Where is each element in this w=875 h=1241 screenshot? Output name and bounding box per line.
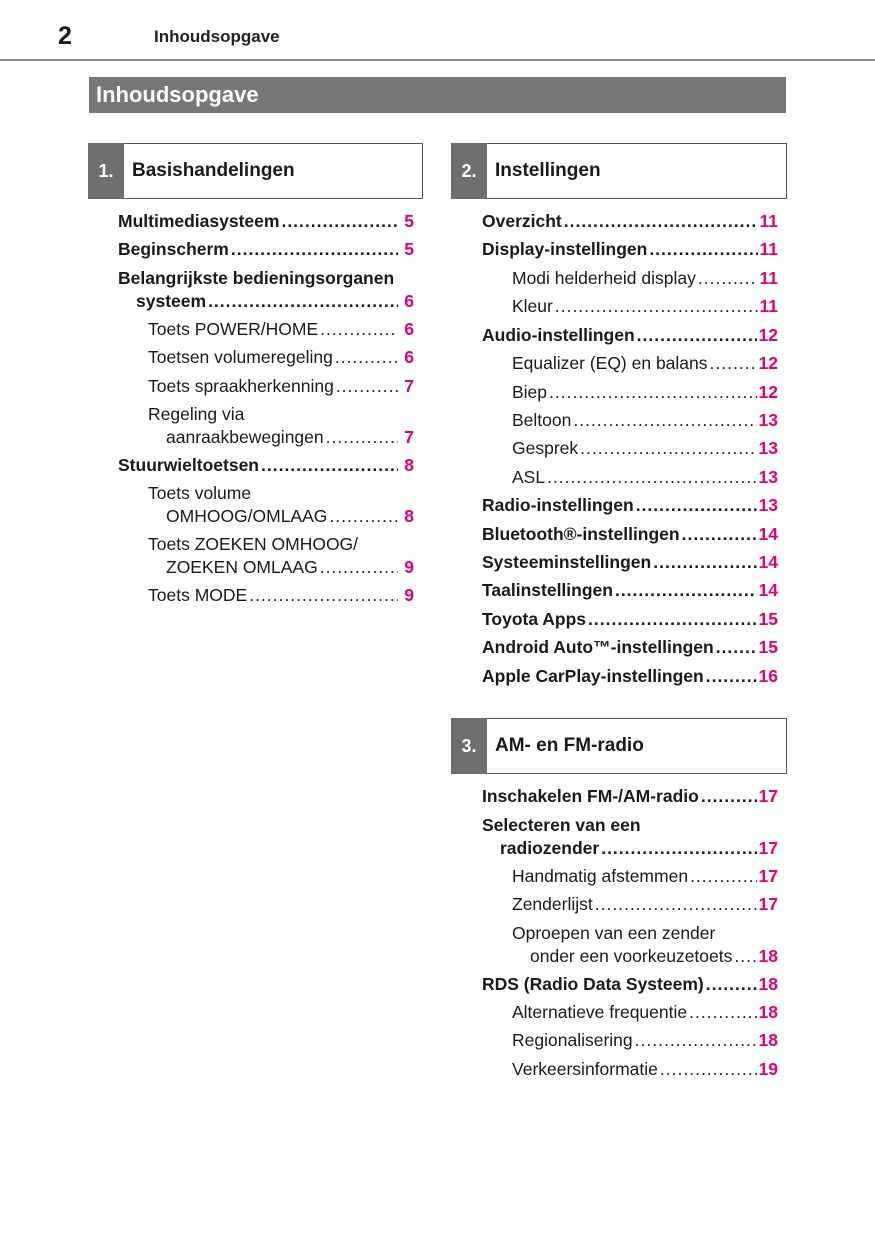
toc-entry-text: Zenderlijst — [512, 894, 593, 914]
toc-page-number[interactable]: 11 — [759, 239, 778, 259]
toc-entry-text: Apple CarPlay-instellingen — [482, 666, 704, 686]
toc-entry[interactable] — [482, 786, 778, 808]
toc-entry-text: Systeeminstellingen — [482, 552, 652, 572]
toc-page-number[interactable]: 15 — [758, 609, 778, 629]
toc-entry[interactable] — [512, 382, 778, 404]
toc-entry[interactable] — [148, 376, 414, 398]
toc-entry-text: ASL — [512, 467, 546, 487]
section-number: 3. — [451, 718, 487, 774]
dot-leader — [690, 866, 756, 887]
toc-page-number[interactable]: 17 — [758, 894, 778, 914]
toc-page-number[interactable]: 17 — [758, 866, 778, 886]
toc-page-number[interactable]: 12 — [758, 382, 778, 402]
toc-entry[interactable] — [482, 524, 778, 546]
toc-page-number[interactable]: 5 — [404, 239, 414, 259]
toc-entry[interactable] — [512, 467, 778, 489]
toc-entry[interactable] — [482, 609, 778, 631]
dot-leader — [547, 467, 756, 488]
toc-entry-text: Android Auto™-instellingen — [482, 637, 714, 657]
toc-page-number[interactable]: 7 — [404, 376, 414, 396]
page-title: Inhoudsopgave — [89, 77, 786, 113]
dot-leader — [335, 347, 398, 368]
toc-page-number[interactable]: 11 — [759, 211, 778, 231]
toc-entry-text: Overzicht — [482, 211, 562, 231]
toc-entry-text: Regionalisering — [512, 1030, 633, 1050]
toc-entry-text: Multimediasysteem — [118, 211, 280, 231]
toc-entry-text: Inschakelen FM-/AM-radio — [482, 786, 699, 806]
dot-leader — [573, 410, 756, 431]
dot-leader — [635, 1030, 757, 1051]
toc-page-number[interactable]: 12 — [758, 325, 778, 345]
toc-entry[interactable] — [482, 495, 778, 517]
dot-leader — [549, 382, 757, 403]
toc-page-number[interactable]: 15 — [758, 637, 778, 657]
toc-entry[interactable] — [482, 325, 778, 347]
toc-entry-text: Biep — [512, 382, 548, 402]
toc-entry[interactable] — [482, 666, 778, 688]
toc-entry-text: RDS (Radio Data Systeem) — [482, 974, 704, 994]
section-title: AM- en FM-radio — [495, 735, 644, 756]
toc-entry[interactable] — [118, 268, 414, 313]
dot-leader — [689, 1002, 756, 1023]
toc-entry-text: Toets spraakherkenning — [148, 376, 334, 396]
toc-entry-text: Handmatig afstemmen — [512, 866, 689, 886]
toc-entry-text: Modi helderheid display — [512, 268, 696, 288]
header-divider — [0, 59, 875, 61]
toc-page-number[interactable]: 17 — [758, 838, 778, 858]
toc-page-number[interactable]: 12 — [758, 353, 778, 373]
dot-leader — [716, 637, 757, 658]
dot-leader — [660, 1059, 757, 1080]
toc-entry-text: Kleur — [512, 296, 553, 316]
toc-entry[interactable] — [148, 585, 414, 607]
dot-leader — [261, 455, 398, 476]
dot-leader — [682, 524, 757, 545]
toc-entry[interactable] — [512, 353, 778, 375]
toc-entry-text: Toets MODE — [148, 585, 248, 605]
toc-entry-text: Gesprek — [512, 438, 579, 458]
toc-entry[interactable] — [512, 296, 778, 318]
toc-entry[interactable] — [482, 815, 778, 860]
toc-entry-text: aanraakbewegingen — [166, 427, 324, 447]
section-header-2 — [451, 143, 787, 199]
toc-entry[interactable] — [148, 319, 414, 341]
dot-leader — [249, 585, 398, 606]
dot-leader — [320, 557, 398, 578]
dot-leader — [595, 894, 757, 915]
toc-page-number[interactable]: 11 — [759, 296, 778, 316]
toc-entry-text: Toets volume — [148, 483, 252, 503]
toc-entry[interactable] — [482, 637, 778, 659]
toc-page-number[interactable]: 8 — [404, 506, 414, 526]
toc-entry-text: ZOEKEN OMLAAG — [166, 557, 318, 577]
toc-page-number[interactable]: 18 — [758, 974, 778, 994]
toc-entry-text: Regeling via — [148, 404, 245, 424]
toc-page-number[interactable]: 19 — [758, 1059, 778, 1079]
dot-leader — [320, 319, 398, 340]
dot-leader — [698, 268, 758, 289]
dot-leader — [701, 786, 757, 807]
toc-page-number[interactable]: 6 — [404, 291, 414, 311]
toc-entry-text: systeem — [136, 291, 207, 311]
toc-entry[interactable] — [512, 410, 778, 432]
toc-page-number[interactable]: 6 — [404, 347, 414, 367]
toc-page-number[interactable]: 5 — [404, 211, 414, 231]
toc-entry-text: Verkeersinformatie — [512, 1059, 658, 1079]
toc-entry[interactable] — [118, 211, 414, 233]
toc-page-number[interactable]: 13 — [758, 495, 778, 515]
toc-page-number[interactable]: 18 — [758, 946, 778, 966]
toc-entry[interactable] — [148, 404, 414, 449]
toc-page-number[interactable]: 9 — [404, 557, 414, 577]
dot-leader — [706, 666, 757, 687]
dot-leader — [653, 552, 756, 573]
toc-page-number[interactable]: 14 — [758, 552, 778, 572]
toc-entry-text: Toets ZOEKEN OMHOOG/ — [148, 534, 359, 554]
toc-entry-text: Toetsen volumeregeling — [148, 347, 333, 367]
toc-entry-text: Selecteren van een — [482, 815, 641, 835]
toc-page-number[interactable]: 18 — [758, 1002, 778, 1022]
dot-leader — [281, 211, 398, 232]
toc-entry[interactable] — [482, 239, 778, 261]
toc-page-number[interactable]: 7 — [404, 427, 414, 447]
toc-entry-text: radiozender — [500, 838, 600, 858]
toc-entry-text: Taalinstellingen — [482, 580, 613, 600]
toc-entry-text: Equalizer (EQ) en balans — [512, 353, 708, 373]
dot-leader — [580, 438, 756, 459]
toc-page-number[interactable]: 14 — [758, 580, 778, 600]
toc-entry-text: Radio-instellingen — [482, 495, 634, 515]
toc-entry-text: Stuurwieltoetsen — [118, 455, 259, 475]
section-number: 2. — [451, 143, 487, 199]
toc-entry[interactable] — [148, 483, 414, 528]
toc-page-number[interactable]: 14 — [758, 524, 778, 544]
dot-leader — [231, 239, 398, 260]
dot-leader — [615, 580, 757, 601]
toc-entry-text: Belangrijkste bedieningsorganen — [118, 268, 395, 288]
toc-entry[interactable] — [512, 1030, 778, 1052]
dot-leader — [710, 353, 757, 374]
dot-leader — [706, 974, 757, 995]
dot-leader — [637, 325, 757, 346]
section-title: Instellingen — [495, 160, 601, 181]
toc-entry-text: Display-instellingen — [482, 239, 648, 259]
dot-leader — [734, 946, 756, 967]
toc-page-number[interactable]: 18 — [758, 1030, 778, 1050]
toc-page-number[interactable]: 9 — [404, 585, 414, 605]
toc-entry[interactable] — [512, 438, 778, 460]
toc-entry-text: Oproepen van een zender — [512, 923, 716, 943]
toc-entry-text: Toets POWER/HOME — [148, 319, 319, 339]
toc-entry-text: Beltoon — [512, 410, 572, 430]
toc-entry-text: OMHOOG/OMLAAG — [166, 506, 328, 526]
dot-leader — [555, 296, 758, 317]
toc-page-number[interactable]: 8 — [404, 455, 414, 475]
toc-page-number[interactable]: 13 — [758, 410, 778, 430]
toc-entry-text: onder een voorkeuzetoets — [530, 946, 733, 966]
dot-leader — [326, 427, 398, 448]
toc-page-number[interactable]: 11 — [759, 268, 778, 288]
toc-entry[interactable] — [482, 974, 778, 996]
dot-leader — [564, 211, 758, 232]
section-header-3 — [451, 718, 787, 774]
dot-leader — [329, 506, 398, 527]
toc-entry-text: Audio-instellingen — [482, 325, 635, 345]
toc-entry-text: Alternatieve frequentie — [512, 1002, 688, 1022]
toc-page-number[interactable]: 16 — [758, 666, 778, 686]
toc-page-number[interactable]: 6 — [404, 319, 414, 339]
section-header-1 — [88, 143, 423, 199]
toc-entry[interactable] — [118, 455, 414, 477]
toc-entry[interactable] — [512, 1059, 778, 1081]
toc-entry[interactable] — [512, 268, 778, 290]
toc-page-number[interactable]: 13 — [758, 438, 778, 458]
toc-entry-text: Toyota Apps — [482, 609, 587, 629]
toc-page-number[interactable]: 17 — [758, 786, 778, 806]
dot-leader — [636, 495, 757, 516]
toc-entry-text: Bluetooth®-instellingen — [482, 524, 680, 544]
dot-leader — [649, 239, 757, 260]
running-header-title: Inhoudsopgave — [154, 27, 280, 46]
toc-entry[interactable] — [482, 211, 778, 233]
dot-leader — [588, 609, 757, 630]
toc-entry-text: Beginscherm — [118, 239, 229, 259]
toc-entry[interactable] — [482, 552, 778, 574]
toc-entry[interactable] — [482, 580, 778, 602]
toc-entry[interactable] — [148, 534, 414, 579]
dot-leader — [336, 376, 398, 397]
toc-entry[interactable] — [512, 923, 778, 968]
toc-entry[interactable] — [512, 866, 778, 888]
toc-entry[interactable] — [512, 894, 778, 916]
toc-entry[interactable] — [512, 1002, 778, 1024]
section-number: 1. — [88, 143, 124, 199]
toc-entry[interactable] — [118, 239, 414, 261]
toc-entry[interactable] — [148, 347, 414, 369]
page-number: 2 — [58, 22, 72, 50]
dot-leader — [601, 838, 756, 859]
toc-page-number[interactable]: 13 — [758, 467, 778, 487]
section-title: Basishandelingen — [132, 160, 295, 181]
dot-leader — [208, 291, 398, 312]
